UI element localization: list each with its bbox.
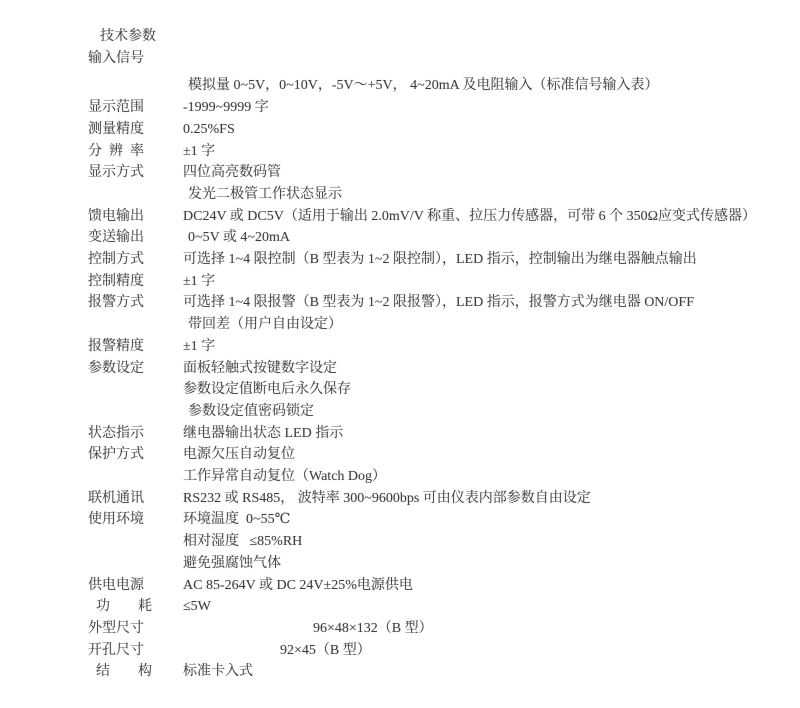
- spec-row: [88, 618, 792, 640]
- spec-label: 外型尺寸: [88, 620, 144, 636]
- spec-value: 参数设定值密码锁定: [188, 403, 314, 419]
- spec-row: [88, 184, 792, 206]
- spec-label: 显示方式: [88, 165, 144, 181]
- spec-row: [88, 358, 792, 380]
- spec-row: [88, 336, 792, 358]
- spec-label: [88, 401, 183, 423]
- spec-label: 供电电源: [88, 577, 144, 593]
- spec-row: [88, 141, 792, 163]
- spec-value: 电源欠压自动复位: [183, 447, 295, 463]
- spec-row: [88, 640, 792, 662]
- spec-value: RS232 或 RS485， 波特率 300~9600bps 可由仪表内部参数自由设定: [183, 490, 591, 506]
- spec-row: [88, 162, 792, 184]
- spec-label: [88, 466, 183, 488]
- spec-row: [88, 575, 792, 597]
- spec-row: [88, 292, 792, 314]
- spec-value: 标准卡入式: [183, 664, 253, 680]
- spec-row: [88, 488, 792, 510]
- spec-label: 功 耗: [96, 599, 152, 615]
- spec-row: [88, 466, 792, 488]
- spec-value: 避免强腐蚀气体: [183, 555, 281, 571]
- page-title: 技术参数: [100, 29, 156, 44]
- spec-row: [88, 314, 792, 336]
- spec-label: 参数设定: [88, 360, 144, 376]
- spec-label: 输入信号: [88, 50, 144, 66]
- spec-row: [88, 75, 792, 97]
- spec-label: 控制精度: [88, 273, 144, 289]
- spec-value: ≤5W: [183, 599, 211, 615]
- spec-label: 分 辨 率: [88, 143, 144, 159]
- spec-value: ±1 字: [183, 273, 216, 289]
- spec-row: [88, 271, 792, 293]
- spec-row: [88, 423, 792, 445]
- spec-row: [88, 509, 792, 531]
- spec-row: [88, 531, 792, 553]
- spec-label: 使用环境: [88, 512, 144, 528]
- spec-value: 相对湿度 ≤85%RH: [183, 534, 303, 550]
- spec-value: AC 85-264V 或 DC 24V±25%电源供电: [183, 577, 413, 593]
- spec-row: [88, 661, 792, 683]
- spec-row: [88, 206, 792, 228]
- spec-label: 结 构: [96, 664, 152, 680]
- spec-value: 可选择 1~4 限报警（B 型表为 1~2 限报警），LED 指示，报警方式为继电器 ON/OFF: [183, 295, 694, 311]
- spec-row: [88, 227, 792, 249]
- spec-label: [88, 531, 183, 553]
- spec-label: 报警精度: [88, 338, 144, 354]
- spec-value: 模拟量 0~5V，0~10V，-5V～+5V， 4~20mA 及电阻输入（标准信号输入表）: [188, 78, 659, 94]
- spec-value: 参数设定值断电后永久保存: [183, 382, 351, 398]
- spec-value: 环境温度 0~55℃: [183, 512, 291, 528]
- spec-label: 馈电输出: [88, 208, 144, 224]
- spec-label: 变送输出: [88, 230, 144, 246]
- spec-label: 状态指示: [88, 425, 144, 441]
- spec-row: [88, 97, 792, 119]
- spec-value: 0.25%FS: [183, 121, 235, 137]
- spec-label: [88, 184, 183, 206]
- spec-value: 发光二极管工作状态显示: [188, 186, 342, 202]
- spec-label: 控制方式: [88, 252, 144, 268]
- spec-value: 92×45（B 型）: [280, 642, 371, 658]
- spec-row: [88, 379, 792, 401]
- spec-value: DC24V 或 DC5V（适用于输出 2.0mV/V 称重、拉压力传感器，可带 6 个 350Ω应变式传感器）: [183, 208, 757, 224]
- spec-label: 报警方式: [88, 295, 144, 311]
- spec-value: -1999~9999 字: [183, 100, 269, 116]
- spec-label: 测量精度: [88, 121, 144, 137]
- spec-value: 0~5V 或 4~20mA: [188, 230, 291, 246]
- spec-label: 开孔尺寸: [88, 642, 144, 658]
- spec-row: [88, 553, 792, 575]
- spec-label: 保护方式: [88, 447, 144, 463]
- spec-value: 面板轻触式按键数字设定: [183, 360, 337, 376]
- spec-label: 联机通讯: [88, 490, 144, 506]
- spec-value: 可选择 1~4 限控制（B 型表为 1~2 限控制），LED 指示，控制输出为继电器触点输出: [183, 252, 697, 268]
- spec-table: [88, 48, 792, 683]
- spec-label: 显示范围: [88, 100, 144, 116]
- spec-label: [88, 314, 183, 336]
- spec-value: ±1 字: [183, 338, 216, 354]
- spec-label: [88, 553, 183, 575]
- spec-row: [88, 249, 792, 271]
- spec-value: 96×48×132（B 型）: [313, 620, 433, 636]
- spec-row: [88, 444, 792, 466]
- spec-value: 带回差（用户自由设定）: [188, 317, 342, 333]
- spec-label: [88, 75, 183, 97]
- spec-value: 工作异常自动复位（Watch Dog）: [183, 469, 387, 485]
- spec-row: [88, 401, 792, 423]
- spec-value: 继电器输出状态 LED 指示: [183, 425, 344, 441]
- spec-row: [88, 48, 792, 70]
- spec-value: ±1 字: [183, 143, 216, 159]
- spec-value: 四位高亮数码管: [183, 165, 281, 181]
- spec-row: [88, 119, 792, 141]
- spec-label: [88, 379, 183, 401]
- spec-row: [88, 596, 792, 618]
